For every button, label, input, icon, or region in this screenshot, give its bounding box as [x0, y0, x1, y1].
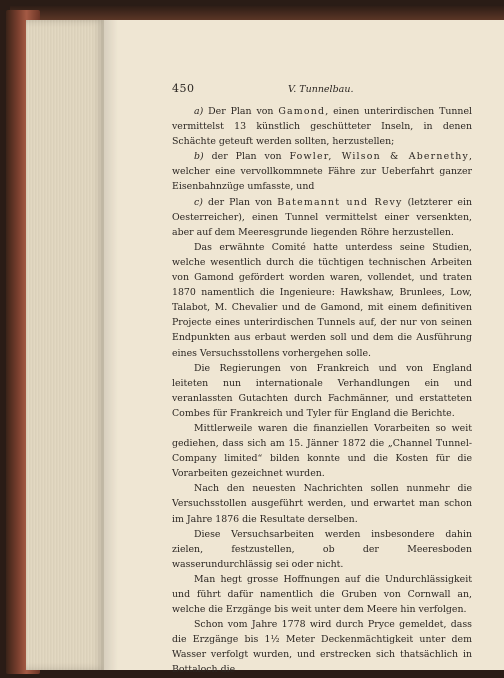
text-run: der Plan von — [208, 196, 278, 208]
spaced-name: Gamond — [278, 106, 326, 117]
text-run: (letzterer ein Oesterreicher), einen Tunnel vermittelst einer versenkten, aber auf dem Meeresgrunde liegenden Röhre herzustellen. — [172, 196, 472, 238]
paragraph: Schon vom Jahre 1778 wird durch Pryce gemeldet, dass die Erzgänge bis 1½ Meter Deckenmächtigkeit unter dem Wasser verfolgt wurden, und erstrecken sich thatsächlich in Bottaloch die — [172, 619, 472, 676]
text-run: der Plan von — [211, 151, 290, 163]
text-run: , welcher eine vervollkommnete Fähre zur Ueberfahrt ganzer Eisenbahnzüge umfasste, und — [172, 151, 472, 193]
paragraph: Die Regierungen von Frankreich und von England leiteten nun internationale Verhandlungen ein und veranlassten Gutachten durch Fachmänner, und erstatteten Combes für Frankreich und Tyler für England die Berichte. — [172, 362, 472, 419]
paragraph: Nach den neuesten Nachrichten sollen nunmehr die Versuchsstollen ausgeführt werden, und erwartet man schon im Jahre 1876 die Resultate derselben. — [172, 483, 472, 525]
paragraph: Mittlerweile waren die finanziellen Vorarbeiten so weit gediehen, dass sich am 15. Jänner 1872 die „Channel Tunnel-Company limited“ bilden konnte und die Kosten für die Vorarbeiten gezeichnet wurden. — [172, 422, 472, 480]
paragraph — [172, 195, 472, 240]
spaced-name: Fowler, Wilson & Abernethy — [289, 151, 470, 163]
list-marker: a) — [194, 106, 209, 117]
running-head: V. Tunnelbau. — [288, 84, 354, 95]
paragraph — [172, 149, 472, 194]
paragraph: Diese Versuchsarbeiten werden insbesondere dahin zielen, festzustellen, ob der Meeresboden wasserundurchlässig sei oder nicht. — [172, 528, 472, 570]
list-marker: c) — [194, 196, 209, 208]
body-text — [172, 104, 472, 678]
text-run: , einen unterirdischen Tunnel vermittelst 13 künstlich geschütteter Inseln, in denen Schächte geteuft werden sollten, herzustellen; — [172, 106, 472, 148]
page-number: 450 — [172, 82, 195, 95]
book-cover-top — [10, 6, 504, 20]
page-stack — [26, 20, 106, 670]
text-run: Der Plan von — [208, 106, 279, 117]
paragraph — [172, 104, 472, 149]
paragraph: Man hegt grosse Hoffnungen auf die Undurchlässigkeit und führt dafür namentlich die Gruben von Cornwall an, welche die Erzgänge bis weit unter dem Meere hin verfolgen. — [172, 573, 472, 616]
paragraph: Das erwähnte Comité hatte unterdess seine Studien, welche wesentlich durch die tüchtigen technischen Arbeiten von Gamond gefördert worden waren, vollendet, und traten 1870 namentlich die Ingenieure: Hawkshaw, Brunlees, Low, Talabot, M. Chevalier und de Gamond, mit einem definitiven Projecte eines unterirdischen Tunnels auf, der nur von seinen Endpunkten aus erbaut werden soll und dem die Ausführung eines Versuchsstollens vorhergehen solle. — [172, 241, 472, 359]
spaced-name: Batemannt und Revy — [277, 196, 403, 208]
list-marker: b) — [194, 151, 212, 163]
book-page — [104, 20, 504, 676]
